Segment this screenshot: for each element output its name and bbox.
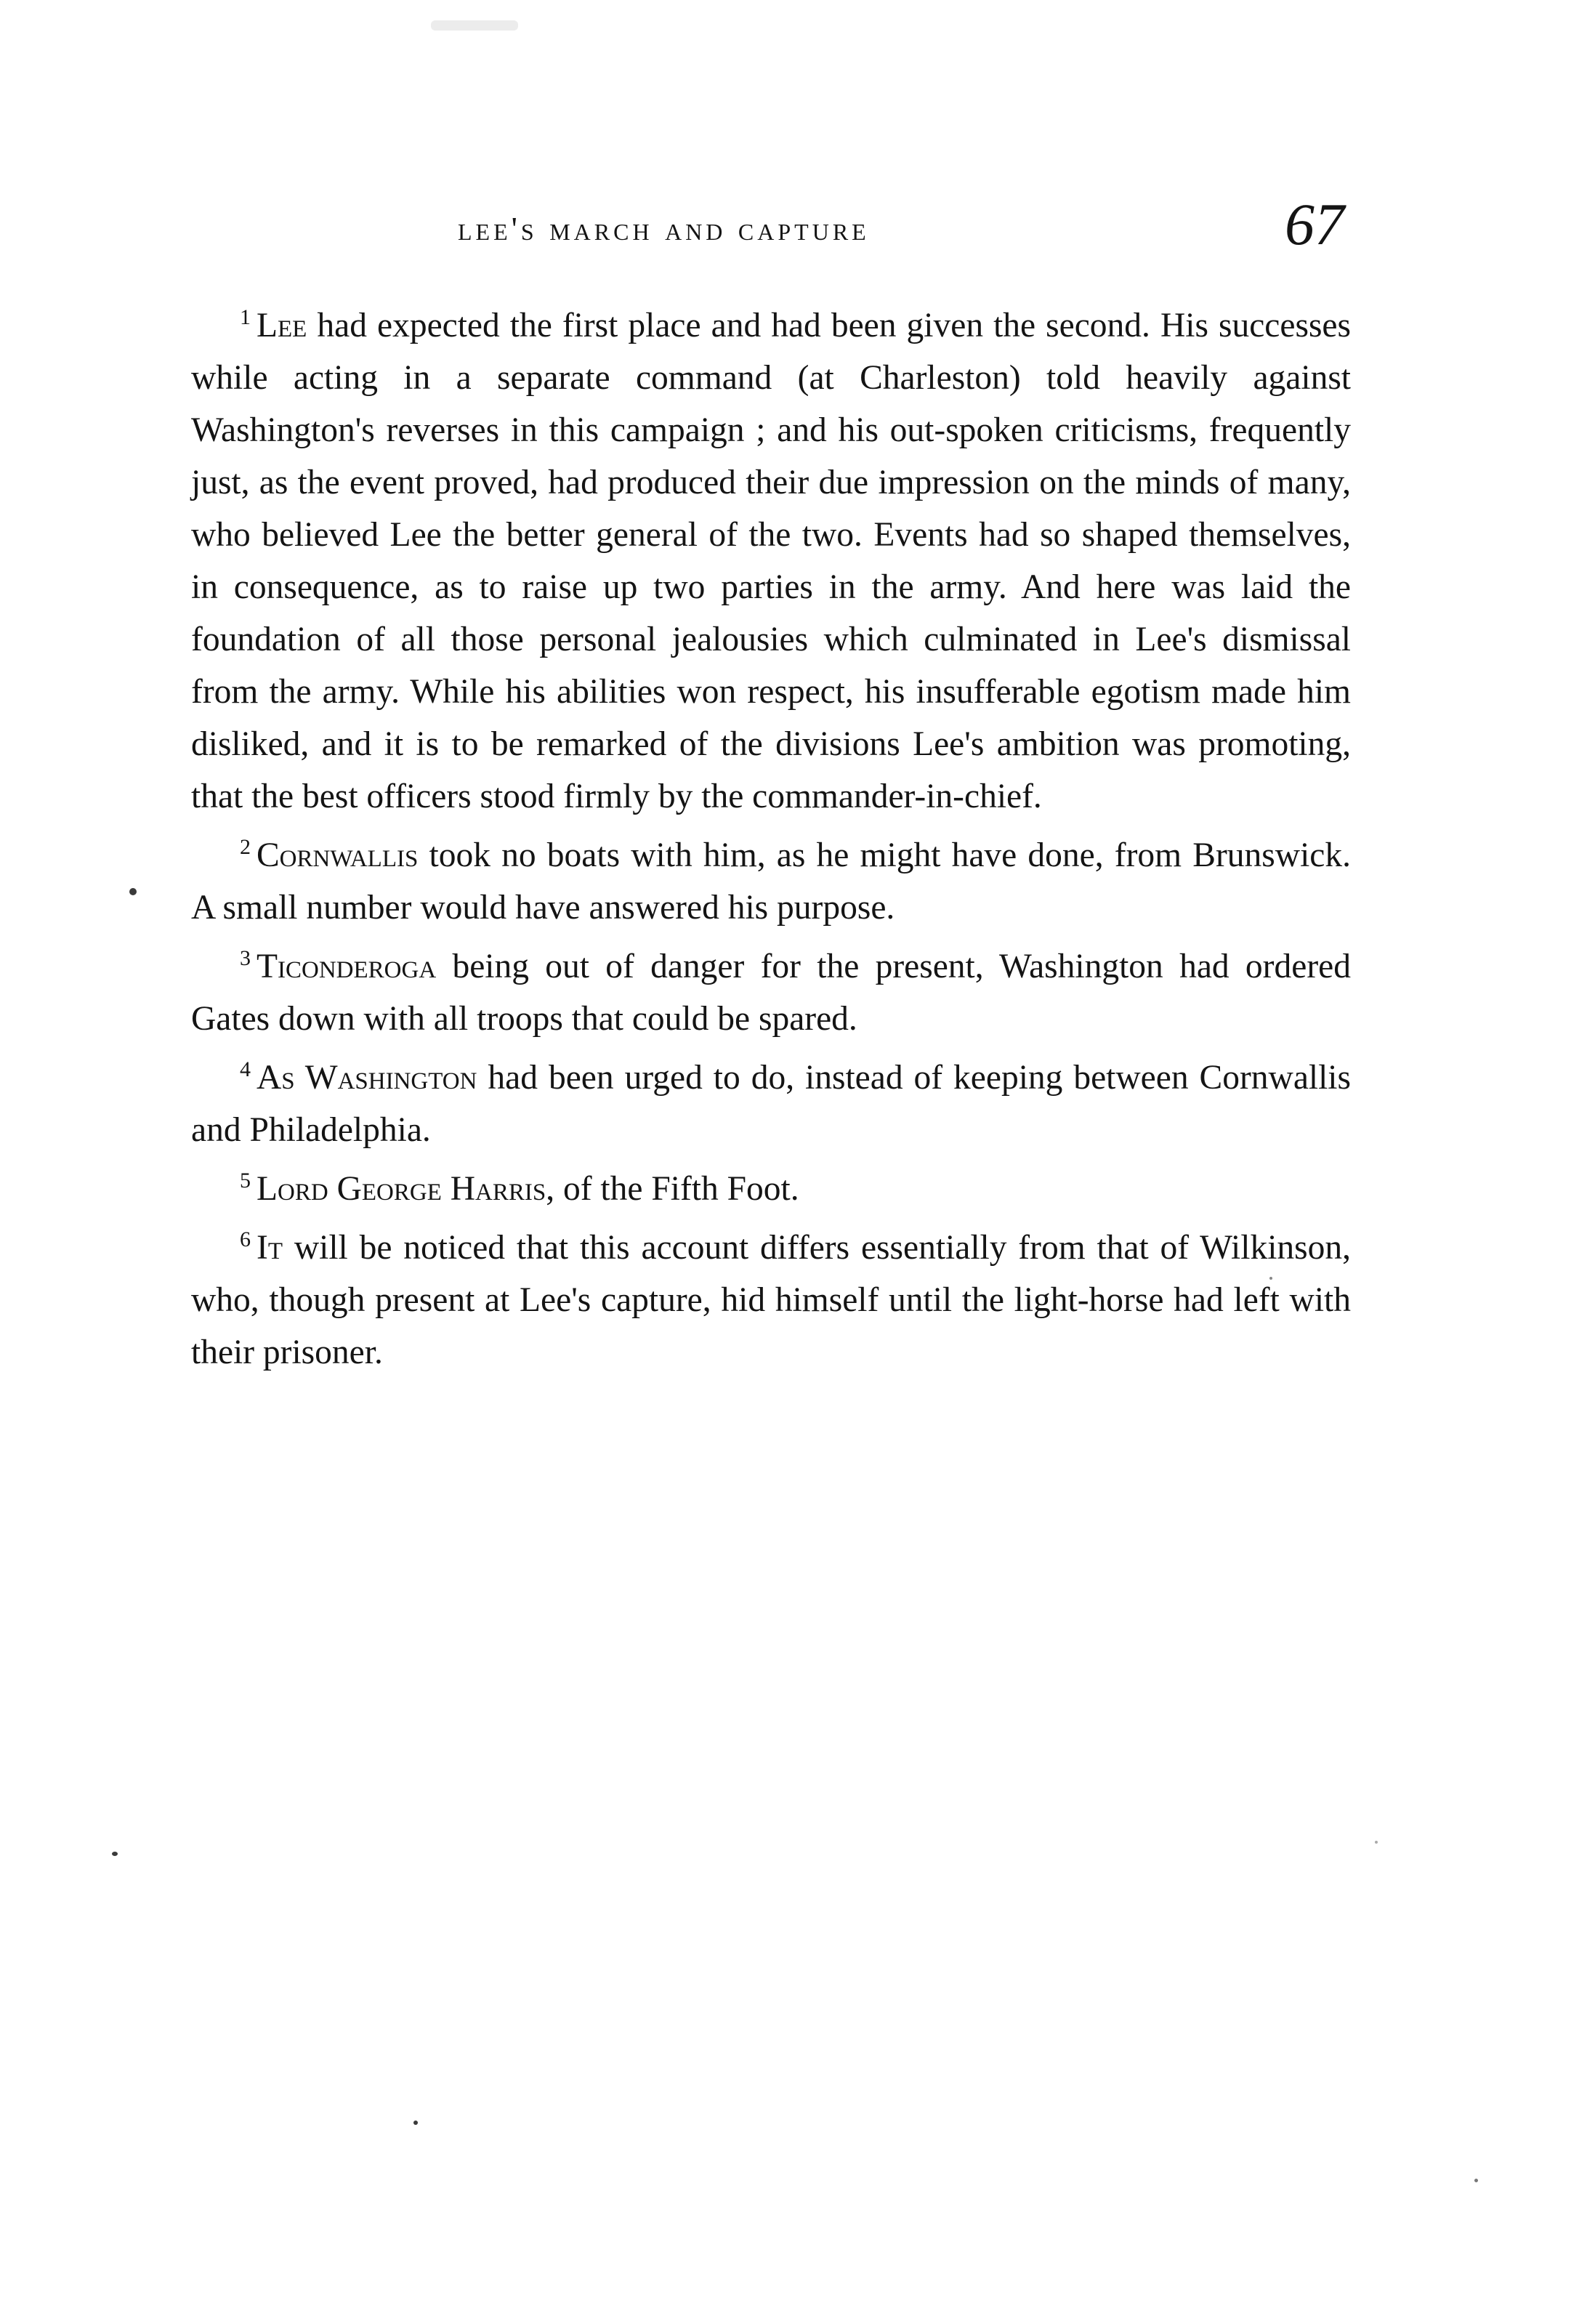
footnote-text: being out of danger for the present, Washington had ordered Gates down with all troops that could be spared.	[191, 948, 1351, 1038]
footnote-lead: As Washington	[257, 1059, 477, 1097]
footnote-lead: Ticonderoga	[257, 948, 437, 985]
running-head-title: lee's march and capture	[458, 210, 870, 247]
footnote-marker: 2	[240, 835, 251, 859]
scan-speck	[112, 1852, 118, 1856]
footnote-marker: 3	[240, 946, 251, 970]
footnote-6	[191, 1222, 1351, 1379]
scan-speck	[1375, 1841, 1378, 1844]
footnote-lead: Cornwallis	[257, 836, 419, 874]
footnote-marker: 4	[240, 1057, 251, 1081]
footnote-text: had been urged to do, instead of keeping between Cornwallis and Philadelphia.	[191, 1059, 1351, 1149]
scan-speck	[129, 888, 137, 895]
running-head	[378, 191, 1344, 282]
footnote-text: will be noticed that this account differs essentially from that of Wilkinson, who, though present at Lee's capture, hid himself until the light-horse had left with their prisoner.	[191, 1229, 1351, 1371]
scan-speck	[413, 2121, 418, 2125]
scan-speck	[1474, 2179, 1478, 2182]
footnote-3	[191, 940, 1351, 1045]
footnote-1	[191, 299, 1351, 823]
footnote-marker: 1	[240, 305, 251, 329]
footnote-4	[191, 1052, 1351, 1156]
footnote-text: , of the Fifth Foot.	[546, 1170, 799, 1208]
scan-speck	[1269, 1277, 1272, 1280]
footnote-marker: 5	[240, 1169, 251, 1193]
footnote-lead: Lord George Harris	[257, 1170, 546, 1208]
footnote-lead: Lee	[257, 307, 307, 344]
footnote-marker: 6	[240, 1227, 251, 1251]
footnote-2	[191, 829, 1351, 934]
footnote-lead: It	[257, 1229, 283, 1267]
footnote-5	[191, 1163, 1351, 1215]
footnote-text: took no boats with him, as he might have done, from Brunswick. A small number would have answered his purpose.	[191, 836, 1351, 927]
page-number: 67	[1285, 191, 1344, 257]
scan-speck	[431, 20, 518, 31]
footnotes	[191, 299, 1351, 1385]
footnote-text: had expected the first place and had been given the second. His successes while acting in a separate command (at Charleston) told heavily against Washington's reverses in this campaign ; and his out-spoken criticisms, frequently just, as the event proved, had produced their due impression on the minds of many, who believed Lee the better general of the two. Events had so shaped themselves, in consequence, as to raise up two parties in the army. And here was laid the foundation of all those personal jealousies which culminated in Lee's dismissal from the army. While his abilities won respect, his insufferable egotism made him disliked, and it is to be remarked of the divisions Lee's ambition was promoting, that the best officers stood firmly by the commander-in-chief.	[191, 307, 1351, 815]
